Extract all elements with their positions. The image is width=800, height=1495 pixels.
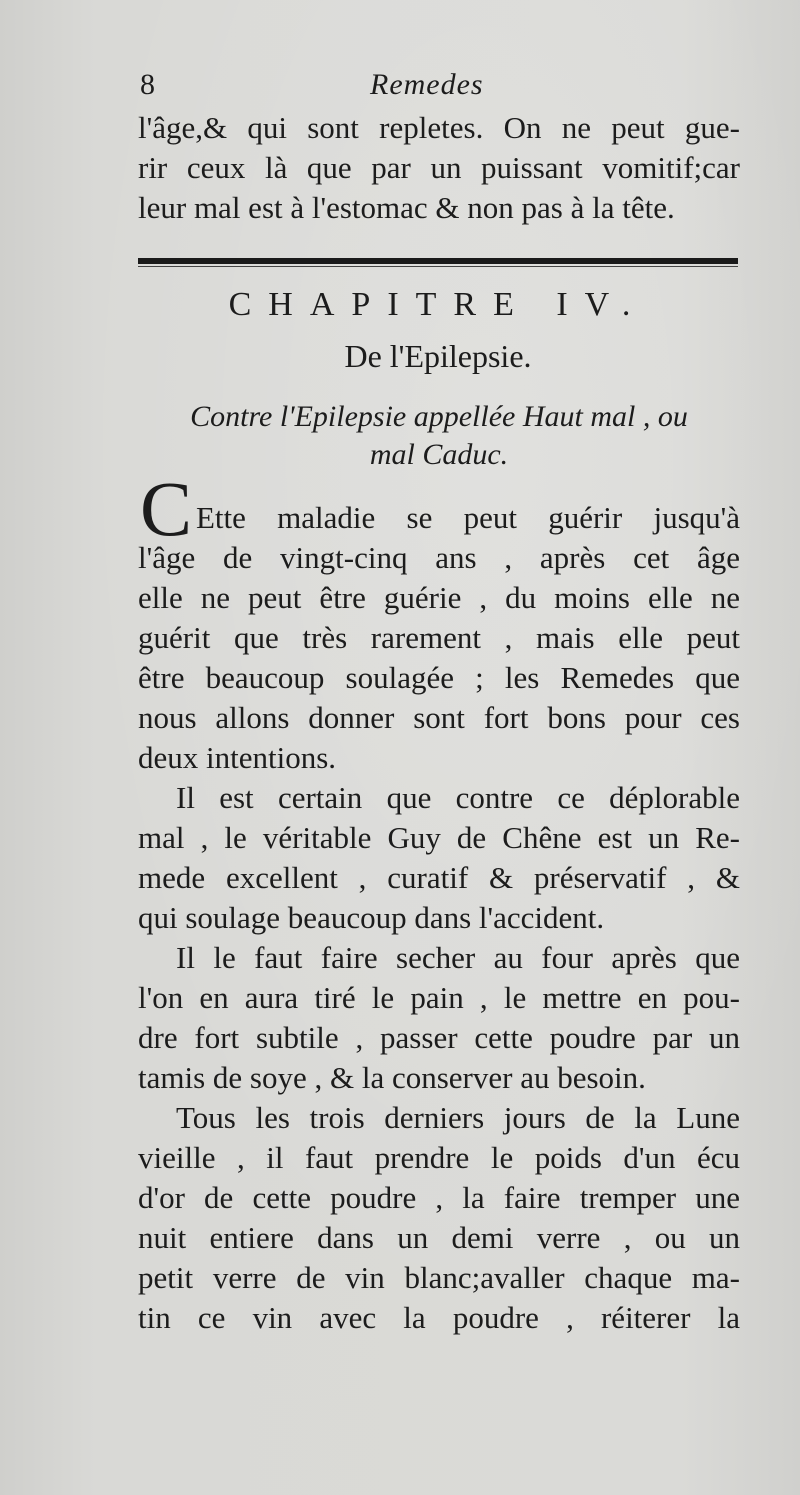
text-line: rir ceux là que par un puissant vomitif;car [138,150,740,185]
text-line: l'on en aura tiré le pain , le mettre en pou- [138,980,740,1015]
text-line: d'or de cette poudre , la faire tremper une [138,1180,740,1215]
text-line: être beaucoup soulagée ; les Remedes que [138,660,740,695]
running-title: Remedes [370,68,484,101]
text-line: leur mal est à l'estomac & non pas à la tête. [138,190,675,225]
text-line: guérit que très rarement , mais elle peut [138,620,740,655]
text-line: nous allons donner sont fort bons pour ces [138,700,740,735]
text-line: Ette maladie se peut guérir jusqu'à [196,500,740,535]
text-line: elle ne peut être guérie , du moins elle ne [138,580,740,615]
chapter-rule [138,258,738,264]
text-line: Tous les trois derniers jours de la Lune [176,1100,740,1135]
text-line: Il le faut faire secher au four après que [176,940,740,975]
text-line: petit verre de vin blanc;avaller chaque ma- [138,1260,740,1295]
text-line: dre fort subtile , passer cette poudre par un [138,1020,740,1055]
page-number: 8 [140,68,155,101]
text-line: vieille , il faut prendre le poids d'un écu [138,1140,740,1175]
section-heading-line: mal Caduc. [369,438,509,471]
chapter-subtitle: De l'Epilepsie. [344,338,532,374]
chapter-rule-thin [138,266,738,267]
section-heading-line: Contre l'Epilepsie appellée Haut mal , ou [190,400,688,433]
text-line: deux intentions. [138,740,337,775]
text-line: mede excellent , curatif & préservatif , & [138,860,740,895]
text-line: l'âge,& qui sont repletes. On ne peut gue- [138,110,740,145]
text-line: tin ce vin avec la poudre , réiterer la [138,1300,740,1335]
chapter-title: CHAPITRE IV. [228,286,648,323]
text-line: nuit entiere dans un demi verre , ou un [138,1220,740,1255]
running-head [140,62,740,102]
drop-cap: C [140,465,193,552]
text-line: tamis de soye , & la conserver au besoin. [138,1060,646,1095]
text-line: mal , le véritable Guy de Chêne est un Re- [138,820,740,855]
text-line: qui soulage beaucoup dans l'accident. [138,900,605,935]
text-line: Il est certain que contre ce déplorable [176,780,740,815]
text-line: l'âge de vingt-cinq ans , après cet âge [138,540,740,575]
